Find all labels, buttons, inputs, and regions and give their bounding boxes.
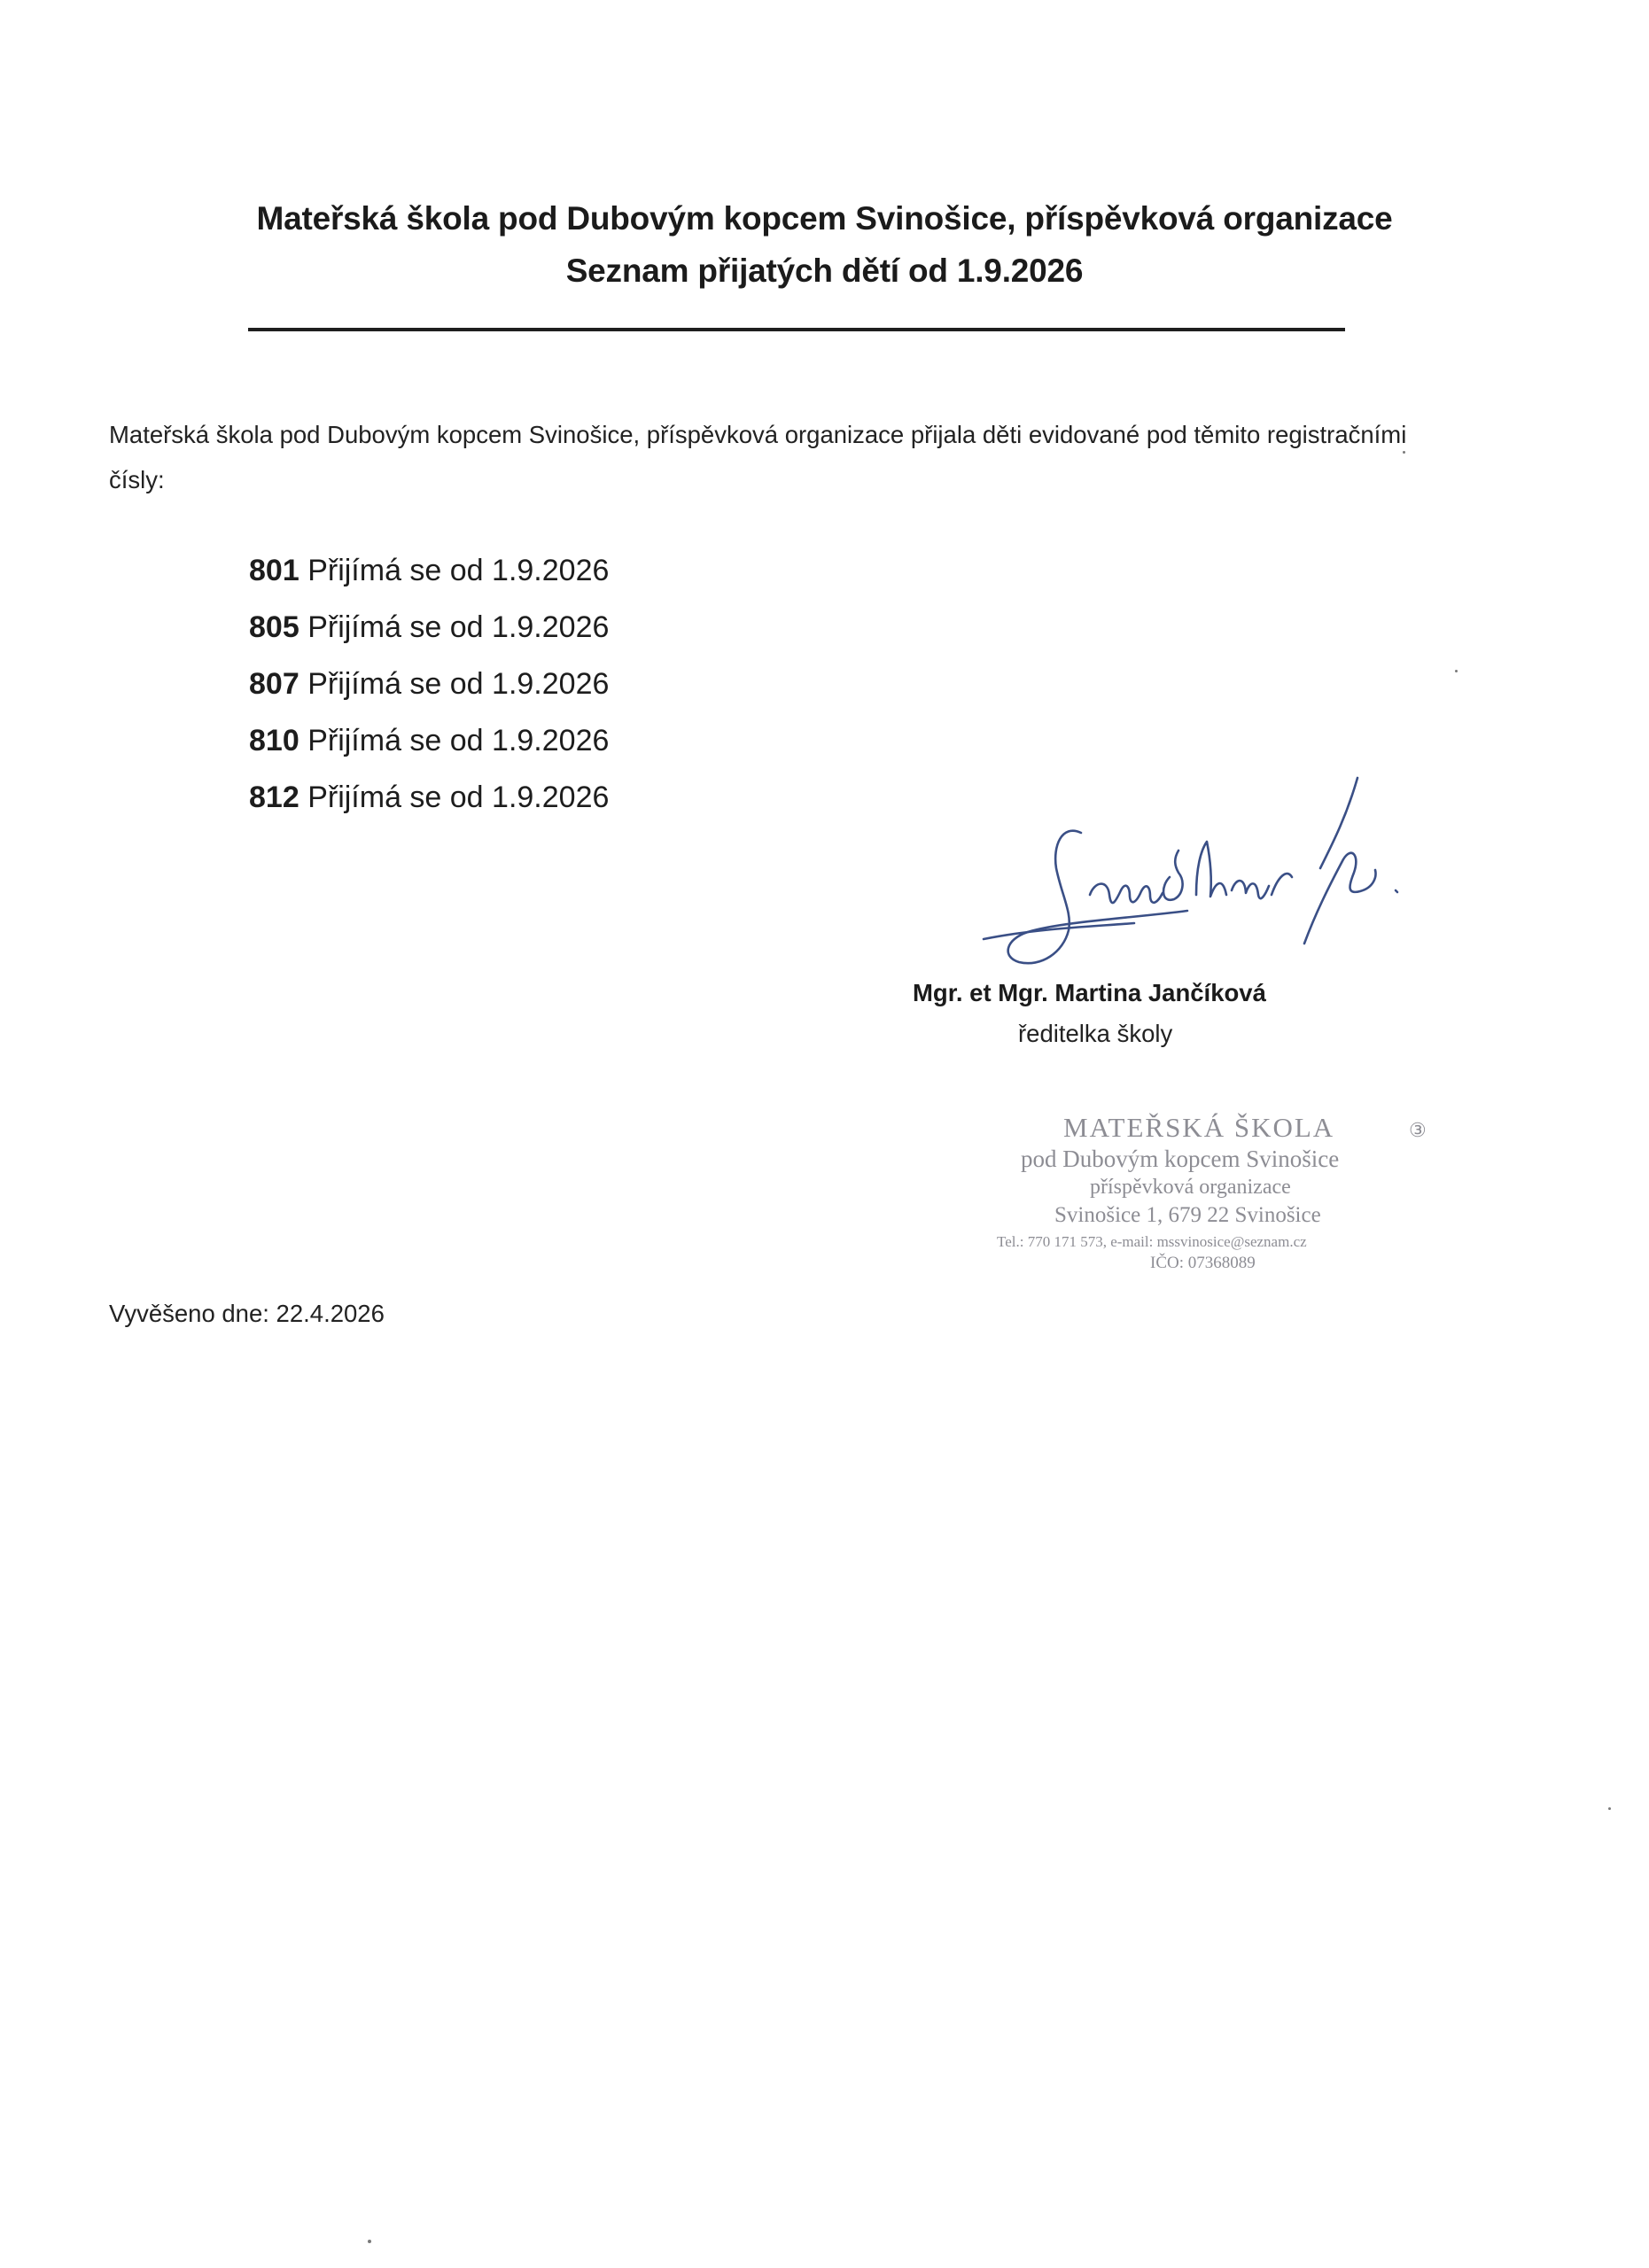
stamp-line: MATEŘSKÁ ŠKOLA xyxy=(1063,1112,1335,1143)
scan-speck xyxy=(1403,451,1405,454)
registration-number: 805 xyxy=(249,610,299,644)
scan-speck xyxy=(1455,670,1458,672)
posted-date: Vyvěšeno dne: 22.4.2026 xyxy=(109,1300,385,1327)
registration-item xyxy=(249,599,609,656)
title-divider xyxy=(248,328,1345,331)
signature-strokes xyxy=(984,778,1397,963)
intro-paragraph: Mateřská škola pod Dubovým kopcem Svinošice, příspěvková organizace přijala děti evidované pod těmito registračními čísly: xyxy=(109,421,1407,493)
registration-status: Přijímá se od 1.9.2026 xyxy=(307,781,610,814)
registration-status: Přijímá se od 1.9.2026 xyxy=(307,724,610,757)
signer-role: ředitelka školy xyxy=(1018,1020,1173,1047)
registration-number: 810 xyxy=(249,724,299,757)
stamp-line: Svinošice 1, 679 22 Svinošice xyxy=(1054,1203,1321,1227)
registration-item xyxy=(249,656,609,712)
registration-number: 801 xyxy=(249,554,299,587)
handwritten-signature xyxy=(957,762,1418,975)
stamp-line: příspěvková organizace xyxy=(1090,1176,1291,1199)
stamp-line: Tel.: 770 171 573, e-mail: mssvinosice@seznam.cz xyxy=(997,1233,1307,1250)
registration-number: 812 xyxy=(249,781,299,814)
registration-status: Přijímá se od 1.9.2026 xyxy=(307,667,610,701)
document-subtitle: Seznam přijatých dětí od 1.9.2026 xyxy=(565,252,1084,289)
registration-status: Přijímá se od 1.9.2026 xyxy=(307,554,610,587)
scan-speck xyxy=(368,2240,371,2243)
registration-number: 807 xyxy=(249,667,299,701)
school-stamp xyxy=(992,1112,1453,1298)
registration-item xyxy=(249,769,609,826)
registration-list xyxy=(249,542,609,826)
registration-item xyxy=(249,542,609,599)
stamp-number-mark: ③ xyxy=(1409,1119,1427,1141)
stamp-line: IČO: 07368089 xyxy=(1150,1254,1256,1272)
stamp-line: pod Dubovým kopcem Svinošice xyxy=(1021,1146,1340,1172)
registration-item xyxy=(249,712,609,769)
scan-speck xyxy=(1608,1807,1611,1810)
document-title: Mateřská škola pod Dubovým kopcem Svinošice, příspěvková organizace xyxy=(256,200,1393,237)
signer-name: Mgr. et Mgr. Martina Jančíková xyxy=(913,979,1266,1006)
registration-status: Přijímá se od 1.9.2026 xyxy=(307,610,610,644)
